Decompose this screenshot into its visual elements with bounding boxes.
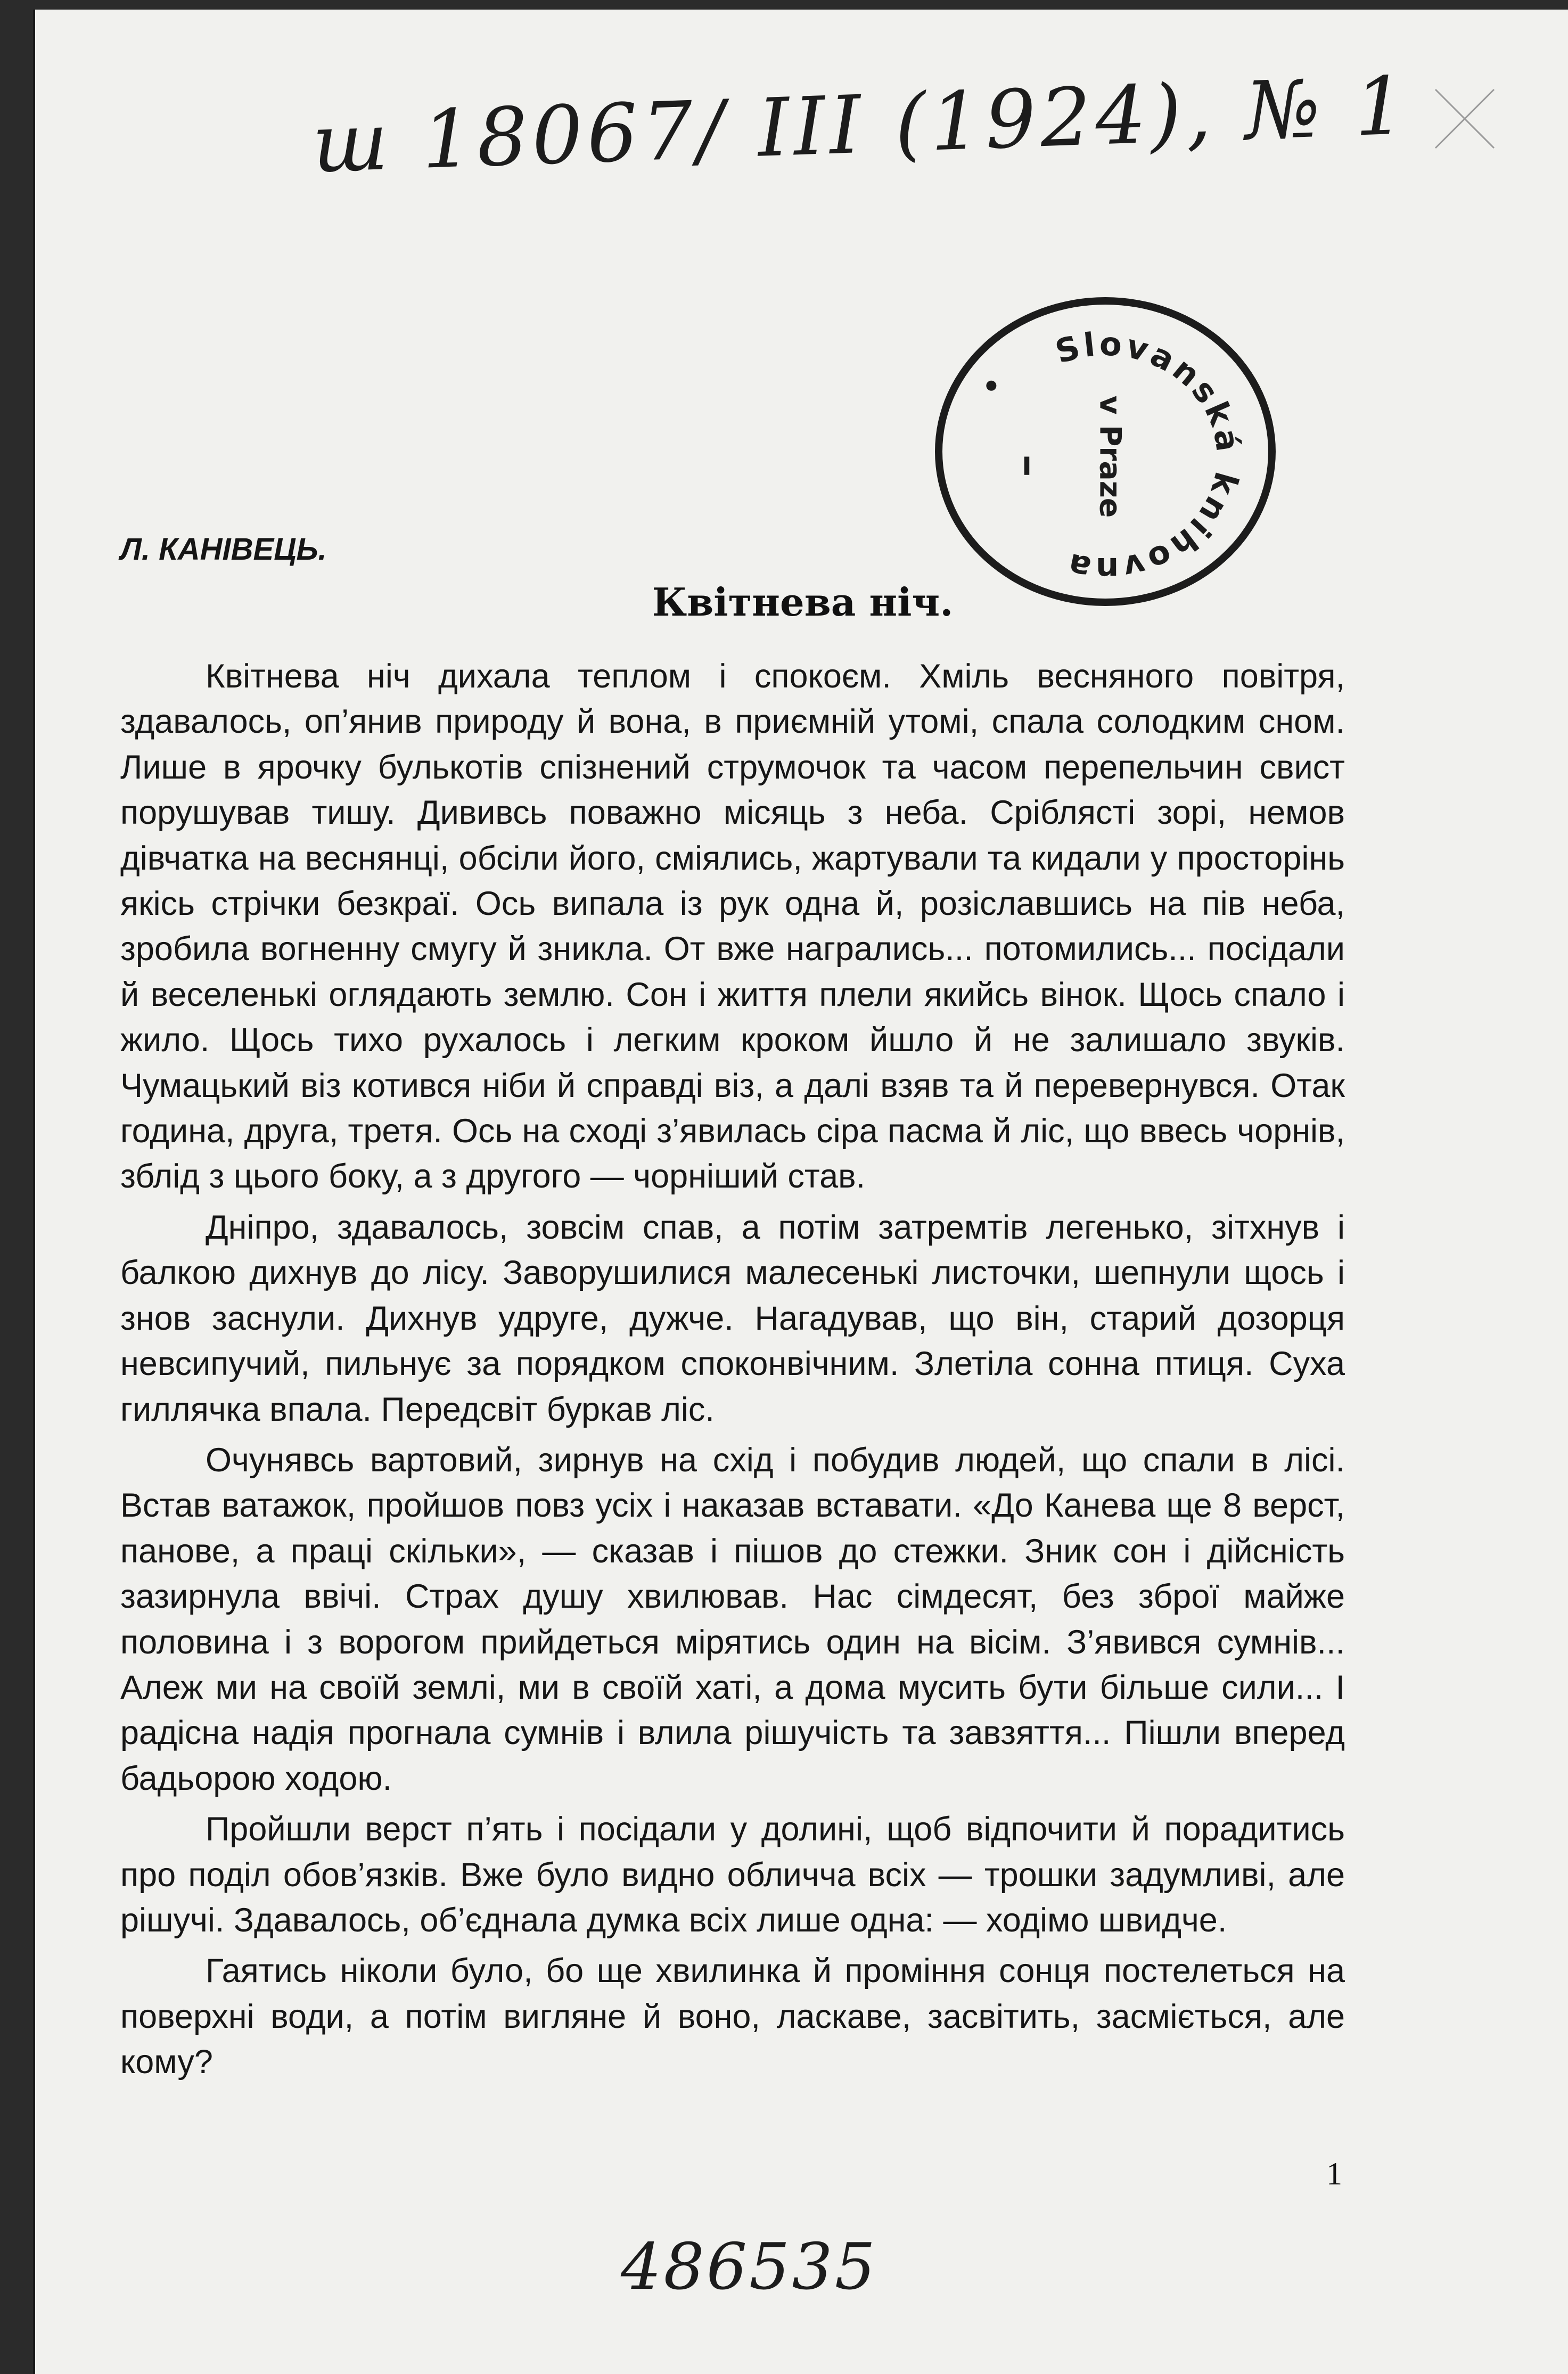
page-number: 1 bbox=[1326, 2156, 1342, 2191]
article-body bbox=[120, 654, 1345, 2085]
handwritten-accession-number: 486535 bbox=[621, 2230, 878, 2304]
stamp-center-text: v Praze bbox=[1093, 395, 1127, 518]
document-page bbox=[33, 10, 1568, 2374]
article-title: Квітнева ніч. bbox=[652, 579, 954, 625]
article-author: Л. КАНІВЕЦЬ. bbox=[120, 532, 327, 567]
paragraph: Гаятись ніколи було, бо ще хвилинка й проміння сонця постелеться на поверхні води, а потім вигляне й воно, ласкаве, засвітить, засміється, але кому? bbox=[120, 1952, 1345, 2081]
handwritten-shelfmark: ш 18067/ III (1924), № 1 bbox=[310, 60, 1411, 191]
stamp-dot-icon bbox=[986, 381, 996, 391]
paragraph: Очунявсь вартовий, зирнув на схід і побудив людей, що спали в лісі. Встав ватажок, пройшов повз усіх і наказав вставати. «До Канева ще 8 верст, панове, а праці скільки», — сказав і пішов до стежки. Зник сон і дійсність зазирнула ввічі. Страх душу хвилював. Нас сімдесят, без зброї майже половина і з ворогом прийдеться мірятись один на вісім. З’явився сумнів... Алеж ми на своїй землі, ми в своїй хаті, а дома мусить бути більше сили... І радісна надія прогнала сумнів і влила рішучість та завзяття... Пішли вперед бадьорою ходою. bbox=[120, 1441, 1345, 1797]
paragraph: Квітнева ніч дихала теплом і спокоєм. Хміль весняного повітря, здавалось, оп’янив природу й вона, в приємній утомі, спала солодким сном. Лише в ярочку булькотів спізнений струмочок та часом перепельчин свист порушував тишу. Дививсь поважно місяць з неба. Сріблясті зорі, немов дівчатка на веснянці, обсіли його, сміялись, жартували та кидали у просторінь якісь стрічки безкраї. Ось випала із рук одна й, розіславшись на пів неба, зробила вогненну смугу й зникла. От вже награлись... потомились... посідали й веселенькі оглядають землю. Сон і життя плели якийсь вінок. Щось спало і жило. Щось тихо рухалось і легким кроком йшло й не залишало звуків. Чумацький віз котився ніби й справді віз, а далі взяв та й перевернувся. Отак година, друга, третя. Ось на сході з’явилась сіра пасма й ліс, що ввесь чорнів, зблід з цього боку, а з другого — чорніший став. bbox=[120, 658, 1345, 1196]
pencil-cross-mark bbox=[1430, 84, 1499, 153]
paragraph: Дніпро, здавалось, зовсім спав, а потім затремтів легенько, зітхнув і балкою дихнув до лісу. Заворушилися малесенькі листочки, шепнули щось і знов заснули. Дихнув удруге, дужче. Нагадував, що він, старий дозорця невсипучий, пильнує за порядком споконвічним. Злетіла сонна птиця. Суха гиллячка впала. Передсвіт буркав ліс. bbox=[120, 1208, 1345, 1428]
paragraph: Пройшли верст п’ять і посідали у долині, щоб відпочити й порадитись про поділ обов’язків. Вже було видно обличча всіх — трошки задумливі, але рішучі. Здавалось, об’єднала думка всіх лише одна: — ходімо швидче. bbox=[120, 1811, 1345, 1939]
svg-text:Slovanská knihovna bbox=[1052, 325, 1247, 588]
stamp-ring-text: Slovanská knihovna bbox=[1051, 325, 1247, 588]
stamp-tick-icon bbox=[1024, 457, 1030, 475]
library-stamp bbox=[935, 297, 1276, 606]
